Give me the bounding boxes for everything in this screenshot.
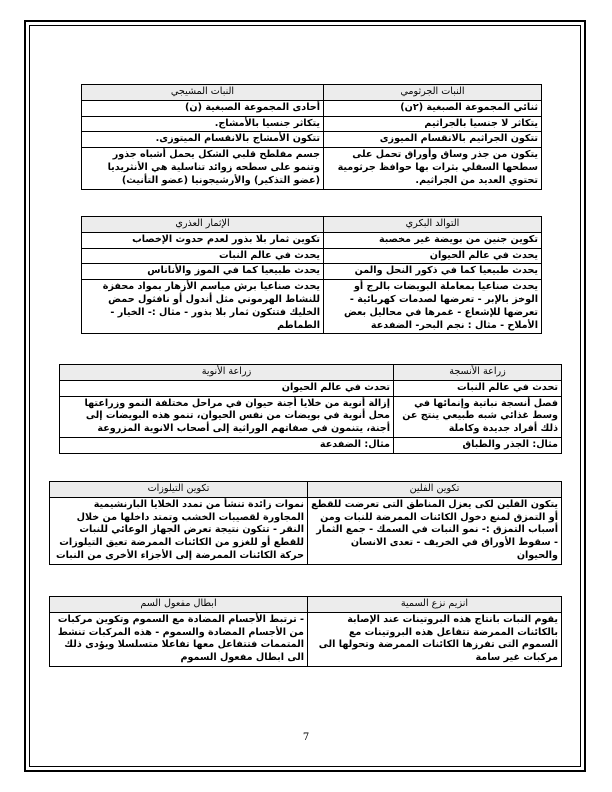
table-tissue-culture-nuclei — [59, 364, 562, 454]
table-cell: جسم مفلطح قلبي الشكل يحمل أشباه جذور وتنمو على سطحه زوائد تناسلية هي الأنثريديا (عضو التذكير) والأرشيجونيا (عضو التأنيث) — [82, 148, 324, 189]
header-gametophyte: النبات المشيجي — [82, 85, 324, 101]
table-parthenogenesis-parthenocarpy — [81, 216, 542, 334]
table-cell: تتكون الأمشاج بالانقسام الميتوزى. — [82, 132, 324, 148]
table-cell: يحدث طبيعيا كما في ذكور النحل والمن — [324, 264, 542, 280]
table-cell: يحدث صناعيا برش مياسم الأزهار بمواد محفزة للنشاط الهرموني مثل أندول أو نافثول حمض الخليك فتتكون ثمار بلا بذور - مثال :- الخيار - الطماطم — [82, 280, 324, 334]
table-cell: يتكون الفلين لكى يعزل المناطق التى تعرضت للقطع أو التمزق لمنع دخول الكائنات الممرضة للنبات ومن أسباب التمزق :- نمو النبات في السمك - جمع الثمار - سقوط الأوراق في الخريف - تعدى الانسان والحيوان — [308, 497, 562, 564]
header-toxin-neutralisation: ابطال مفعول السم — [50, 597, 308, 613]
table-cell: ثنائي المجموعة الصبغية (٢ن) — [324, 100, 542, 116]
table-cell: تكوين جنين من بويضة غير مخصبة — [324, 232, 542, 248]
table-cell: يتكون من جذر وساق وأوراق تحمل على سطحها السفلي بثرات بها حوافظ جرثومية تحتوي العديد من الجراثيم. — [324, 148, 542, 189]
table-cell: تحدث في عالم النبات — [394, 380, 562, 396]
header-detox-enzyme: انزيم نزع السمية — [308, 597, 562, 613]
table-cell: أحادى المجموعة الصبغية (ن) — [82, 100, 324, 116]
header-parthenocarpy: الإثمار العذري — [82, 217, 324, 233]
table-cell: فصل أنسجة نباتية وإنمائها في وسط غذائي شبه طبيعي ينتج عن ذلك أفراد جديدة وكاملة — [394, 396, 562, 437]
header-nuclear-transplant: زراعة الأنوية — [60, 365, 394, 381]
table-cell: يتكاثر جنسيا بالأمشاج. — [82, 116, 324, 132]
table-cell: يقوم النبات بانتاج هذه البروتينات عند الإصابة بالكائنات الممرضة تتفاعل هذه البروتينات مع السموم التى تفرزها الكائنات الممرضة وتحولها الى مركبات غير سامة — [308, 612, 562, 666]
header-tissue-culture: زراعة الأنسجة — [394, 365, 562, 381]
table-sporophyte-gametophyte — [81, 84, 542, 190]
table-cell: تحدث في عالم الحيوان — [60, 380, 394, 396]
table-cell: يحدث في عالم الحيوان — [324, 248, 542, 264]
table-detox-antitoxin — [49, 596, 562, 667]
table-cell: يتكاثر لا جنسيا بالجراثيم — [324, 116, 542, 132]
table-cell: - ترتبط الأجسام المضادة مع السموم وتكوين مركبات من الأجسام المضادة والسموم - هذه المركبات تنشط المتممات فتتفاعل معها تفاعلا متسلسلا ويؤدى ذلك الى ابطال مفعول السموم — [50, 612, 308, 666]
table-cell: نموات زائدة تنشأ من تمدد الخلايا البارنشيمية المجاورة لقصيبات الخشب وتمتد داخلها من خلال النقر - تتكون نتيجة تعرض الجهاز الوعائي للنبات للقطع أو للغزو من الكائنات الممرضة تعيق التيلوزات حركة الكائنات الممرضة إلى الأجزاء الأخرى من النبات — [50, 497, 308, 564]
table-cell: تتكون الجراثيم بالانقسام الميوزى — [324, 132, 542, 148]
table-cork-tyloses — [49, 481, 562, 565]
page-number: 7 — [302, 732, 310, 743]
header-parthenogenesis: التوالد البكري — [324, 217, 542, 233]
table-cell: يحدث صناعيا بمعاملة البويضات بالرج أو الوخز بالإبر - تعرضها لصدمات كهربائية - تعرضها للإشعاع - غمرها في محاليل بعض الأملاح - مثال : نجم البحر- الضفدعة — [324, 280, 542, 334]
table-cell: مثال: الجذر والطباق — [394, 437, 562, 453]
header-sporophyte: النبات الجرثومي — [324, 85, 542, 101]
table-cell: يحدث طبيعيا كما في الموز والأناناس — [82, 264, 324, 280]
table-cell: تكوين ثمار بلا بذور لعدم حدوث الإخصاب — [82, 232, 324, 248]
header-tyloses-formation: تكوين التيلوزات — [50, 482, 308, 498]
table-cell: مثال: الضفدعة — [60, 437, 394, 453]
table-cell: إزالة أنوية من خلايا أجنة حيوان في مراحل مختلفة النمو وزراعتها محل أنوية في بويضات من نفس الحيوان، تنمو هذه البويضات إلى أجنة، يتنمون في صفاتهم الوراثية إلى أصحاب الانوية المزروعة — [60, 396, 394, 437]
table-cell: يحدث في عالم النبات — [82, 248, 324, 264]
header-cork-formation: تكوين الفلين — [308, 482, 562, 498]
